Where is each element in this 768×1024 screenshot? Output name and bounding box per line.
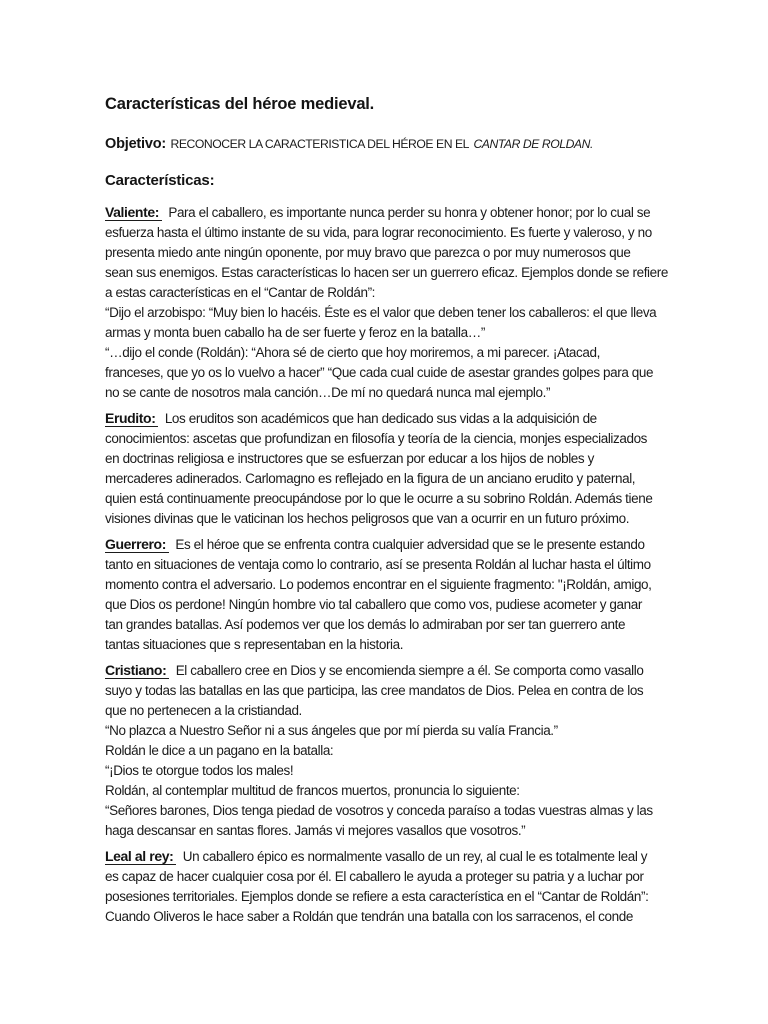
- section-text-line: [105, 323, 688, 343]
- objective-line: [105, 135, 688, 153]
- characteristics-heading: Características:: [105, 172, 215, 189]
- section-body-cristiano: [105, 681, 688, 841]
- section-erudito: [105, 409, 688, 529]
- section-cristiano: [105, 661, 688, 841]
- section-lead-text: Los eruditos son académicos que han dedicado sus vidas a la adquisición de: [164, 411, 597, 426]
- section-text-line: [105, 489, 688, 509]
- section-text-line: [105, 363, 688, 383]
- section-line-text: “…dijo el conde (Roldán): “Ahora sé de cierto que hoy moriremos, a mi parecer. ¡Atacad,: [105, 345, 600, 360]
- page-title: Características del héroe medieval.: [105, 95, 375, 113]
- section-body-leal-al-rey: [105, 867, 688, 927]
- section-line-text: posesiones territoriales. Ejemplos donde se refiere a esta característica en el “Cantar de Roldán”:: [105, 889, 649, 904]
- section-text-line: [105, 615, 688, 635]
- section-text-line: [105, 243, 688, 263]
- section-text-line: [105, 449, 688, 469]
- section-text-line: [105, 781, 688, 801]
- section-line-text: tanto en situaciones de ventaja como lo contrario, así se presenta Roldán al luchar hasta el último: [105, 557, 651, 572]
- section-lead-text: Es el héroe que se enfrenta contra cualquier adversidad que se le presente estando: [175, 537, 645, 552]
- section-text-line: [105, 555, 688, 575]
- section-first-line: [105, 847, 688, 867]
- section-line-text: visiones divinas que le vaticinan los hechos peligrosos que van a ocurrir en un futuro próximo.: [105, 511, 630, 526]
- section-label-erudito: Erudito:: [105, 410, 158, 427]
- section-leal-al-rey: [105, 847, 688, 927]
- section-line-text: haga descansar en santas flores. Jamás vi mejores vasallos que vosotros.”: [105, 823, 526, 838]
- section-text-line: [105, 887, 688, 907]
- section-line-text: tantas situaciones que s representaban en la historia.: [105, 637, 404, 652]
- objective-label: Objetivo:: [105, 136, 167, 152]
- section-line-text: es capaz de hacer cualquier cosa por él. El caballero le ayuda a proteger su patria y a luchar por: [105, 869, 644, 884]
- section-text-line: [105, 223, 688, 243]
- section-label-cristiano: Cristiano:: [105, 662, 169, 679]
- objective-text: RECONOCER LA CARACTERISTICA DEL HÉROE EN EL: [170, 137, 469, 151]
- section-line-text: armas y monta buen caballo ha de ser fuerte y feroz en la batalla…”: [105, 325, 485, 340]
- section-line-text: a estas características en el “Cantar de Roldán”:: [105, 285, 376, 300]
- section-text-line: [105, 701, 688, 721]
- section-valiente: [105, 203, 688, 403]
- section-line-text: franceses, que yo os lo vuelvo a hacer” “Que cada cual cuide de asestar grandes golpes para que: [105, 365, 654, 380]
- section-lead-text: El caballero cree en Dios y se encomienda siempre a él. Se comporta como vasallo: [175, 663, 644, 678]
- section-text-line: [105, 595, 688, 615]
- section-label-guerrero: Guerrero:: [105, 536, 169, 553]
- section-text-line: [105, 283, 688, 303]
- section-line-text: que Dios os perdone! Ningún hombre vio tal caballero que como vos, pudiese acometer y ganar: [105, 597, 642, 612]
- section-text-line: [105, 741, 688, 761]
- section-line-text: que no pertenecen a la cristiandad.: [105, 703, 302, 718]
- section-lead-text: Un caballero épico es normalmente vasallo de un rey, al cual le es totalmente leal y: [182, 849, 648, 864]
- section-label-leal-al-rey: Leal al rey:: [105, 848, 176, 865]
- section-body-valiente: [105, 223, 688, 403]
- section-text-line: [105, 635, 688, 655]
- section-line-text: presenta miedo ante ningún oponente, por muy bravo que parezca o por muy numerosos que: [105, 245, 631, 260]
- section-text-line: [105, 303, 688, 323]
- section-body-guerrero: [105, 555, 688, 655]
- section-line-text: quien está continuamente preocupándose por lo que le ocurre a su sobrino Roldán. Además tiene: [105, 491, 653, 506]
- section-line-text: Roldán le dice a un pagano en la batalla:: [105, 743, 334, 758]
- section-line-text: sean sus enemigos. Estas características lo hacen ser un guerrero eficaz. Ejemplos donde se refiere: [105, 265, 668, 280]
- section-text-line: [105, 867, 688, 887]
- section-text-line: [105, 383, 688, 403]
- section-label-valiente: Valiente:: [105, 204, 162, 221]
- section-line-text: mercaderes adinerados. Carlomagno es reflejado en la figura de un anciano erudito y paternal,: [105, 471, 636, 486]
- section-line-text: suyo y todas las batallas en las que participa, las cree mandatos de Dios. Pelea en contra de los: [105, 683, 644, 698]
- section-text-line: [105, 263, 688, 283]
- section-first-line: [105, 409, 688, 429]
- section-line-text: momento contra el adversario. Lo podemos encontrar en el siguiente fragmento: "¡Roldán, amigo,: [105, 577, 652, 592]
- section-first-line: [105, 203, 688, 223]
- section-line-text: no se cante de nosotros mala canción…De mí no quedará nunca mal ejemplo.”: [105, 385, 551, 400]
- section-text-line: [105, 469, 688, 489]
- section-line-text: tan grandes batallas. Así podemos ver que los demás lo admiraban por ser tan guerrero ante: [105, 617, 626, 632]
- section-guerrero: [105, 535, 688, 655]
- section-text-line: [105, 761, 688, 781]
- section-line-text: en doctrinas religiosa e instructores que se esfuerzan por educar a los hijos de nobles y: [105, 451, 594, 466]
- section-text-line: [105, 821, 688, 841]
- section-line-text: “Dijo el arzobispo: “Muy bien lo hacéis. Éste es el valor que deben tener los caballeros: el que lleva: [105, 305, 657, 320]
- section-text-line: [105, 801, 688, 821]
- section-text-line: [105, 575, 688, 595]
- section-line-text: Roldán, al contemplar multitud de francos muertos, pronuncia lo siguiente:: [105, 783, 520, 798]
- section-first-line: [105, 661, 688, 681]
- section-body-erudito: [105, 429, 688, 529]
- section-text-line: [105, 907, 688, 927]
- section-text-line: [105, 429, 688, 449]
- section-line-text: “Señores barones, Dios tenga piedad de vosotros y conceda paraíso a todas vuestras almas y las: [105, 803, 653, 818]
- section-line-text: “No plazca a Nuestro Señor ni a sus ángeles que por mí pierda su valía Francia.”: [105, 723, 558, 738]
- section-line-text: Cuando Oliveros le hace saber a Roldán que tendrán una batalla con los sarracenos, el conde: [105, 909, 633, 924]
- section-line-text: esfuerza hasta el último instante de su vida, para lograr reconocimiento. Es fuerte y valeroso, y no: [105, 225, 652, 240]
- section-lead-text: Para el caballero, es importante nunca perder su honra y obtener honor; por lo cual se: [168, 205, 651, 220]
- section-text-line: [105, 721, 688, 741]
- section-first-line: [105, 535, 688, 555]
- section-line-text: conocimientos: ascetas que profundizan en filosofía y teoría de la ciencia, monjes especializados: [105, 431, 648, 446]
- section-line-text: “¡Dios te otorgue todos los males!: [105, 763, 294, 778]
- section-text-line: [105, 343, 688, 363]
- objective-work-title: CANTAR DE ROLDAN.: [473, 137, 593, 151]
- section-text-line: [105, 509, 688, 529]
- section-text-line: [105, 681, 688, 701]
